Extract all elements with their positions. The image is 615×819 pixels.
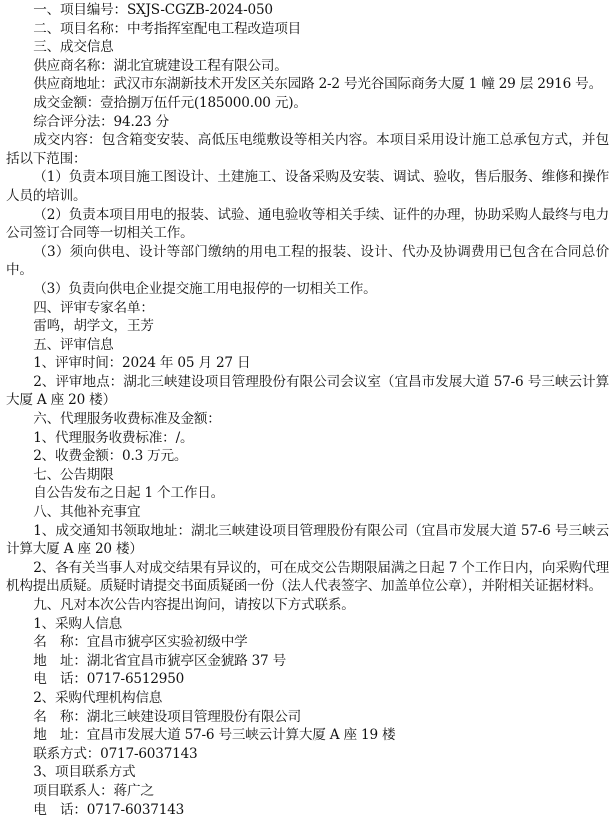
text-line: 1、成交通知书领取地址：湖北三峡建设项目管理股份有限公司（宜昌市发展大道 57-6 号三峡云计算大厦 A 座 20 楼） xyxy=(6,522,609,558)
text-line: 联系方式：0717-6037143 xyxy=(33,745,198,762)
text-line: （3）须向供电、设计等部门缴纳的用电工程的报装、设计、代办及协调费用已包含在合同总价中。 xyxy=(6,243,609,279)
text-line: 八、其他补充事宜 xyxy=(33,504,141,521)
text-line: 供应商地址：武汉市东湖新技术开发区关东园路 2-2 号光谷国际商务大厦 1 幢 29 层 2916 号。 xyxy=(33,76,602,93)
text-line: （3）负责向供电企业提交施工用电报停的一切相关工作。 xyxy=(33,280,377,297)
text-line: 自公告发布之日起 1 个工作日。 xyxy=(33,485,224,502)
text-line: 电 话：0717-6037143 xyxy=(33,801,185,818)
text-line: 九、凡对本次公告内容提出询问，请按以下方式联系。 xyxy=(33,597,355,613)
text-line: 1、采购人信息 xyxy=(33,615,122,632)
text-line: 二、项目名称：中考指挥室配电工程改造项目 xyxy=(33,20,302,37)
text-line: 1、代理服务收费标准：/。 xyxy=(33,429,194,446)
announcement-body xyxy=(6,1,609,819)
text-line: 七、公告期限 xyxy=(33,466,114,483)
text-line: 2、采购代理机构信息 xyxy=(33,689,163,706)
text-line: 雷鸣，胡学文，王芳 xyxy=(33,318,154,335)
text-line: 供应商名称：湖北宜琥建设工程有限公司。 xyxy=(33,57,288,74)
text-line: （1）负责本项目施工图设计、土建施工、设备采购及安装、调试、验收，售后服务、维修和操作人员的培训。 xyxy=(6,169,609,204)
text-line: 名 称：宜昌市猇亭区实验初级中学 xyxy=(33,634,248,651)
text-line: 三、成交信息 xyxy=(33,39,114,56)
text-line: 地 址：宜昌市发展大道 57-6 号三峡云计算大厦 A 座 19 楼 xyxy=(33,727,396,744)
text-line: 四、评审专家名单： xyxy=(33,299,154,316)
text-line: 电 话：0717-6512950 xyxy=(33,671,185,688)
text-line: 名 称：湖北三峡建设项目管理股份有限公司 xyxy=(33,708,302,725)
text-line: 成交内容：包含箱变安装、高低压电缆敷设等相关内容。本项目采用设计施工总承包方式，并包括以下范围： xyxy=(6,132,609,167)
text-line: 五、评审信息 xyxy=(33,336,114,353)
text-line: 1、评审时间：2024 年 05 月 27 日 xyxy=(33,355,251,372)
text-line: （2）负责本项目用电的报装、试验、通电验收等相关手续、证件的办理，协助采购人最终与电力公司签订合同等一切相关工作。 xyxy=(6,206,609,242)
text-line: 2、收费金额：0.3 万元。 xyxy=(33,448,188,465)
text-line: 综合评分法：94.23 分 xyxy=(33,113,169,130)
text-line: 3、项目联系方式 xyxy=(33,764,136,781)
text-line: 地 址：湖北省宜昌市猇亭区金猇路 37 号 xyxy=(33,652,287,669)
text-line: 六、代理服务收费标准及金额： xyxy=(33,411,221,428)
text-line: 一、项目编号：SXJS-CGZB-2024-050 xyxy=(33,2,273,18)
text-line: 成交金额：壹拾捌万伍仟元(185000.00 元)。 xyxy=(33,94,307,111)
text-line: 2、评审地点：湖北三峡建设项目管理股份有限公司会议室（宜昌市发展大道 57-6 号三峡云计算大厦 A 座 20 楼） xyxy=(6,373,609,409)
text-line: 2、各有关当事人对成交结果有异议的，可在成交公告期限届满之日起 7 个工作日内，向采购代理机构提出质疑。质疑时请提交书面质疑函一份（法人代表签字、加盖单位公章），并附相关证据材料。 xyxy=(6,559,609,595)
text-line: 项目联系人：蒋广之 xyxy=(33,782,154,799)
